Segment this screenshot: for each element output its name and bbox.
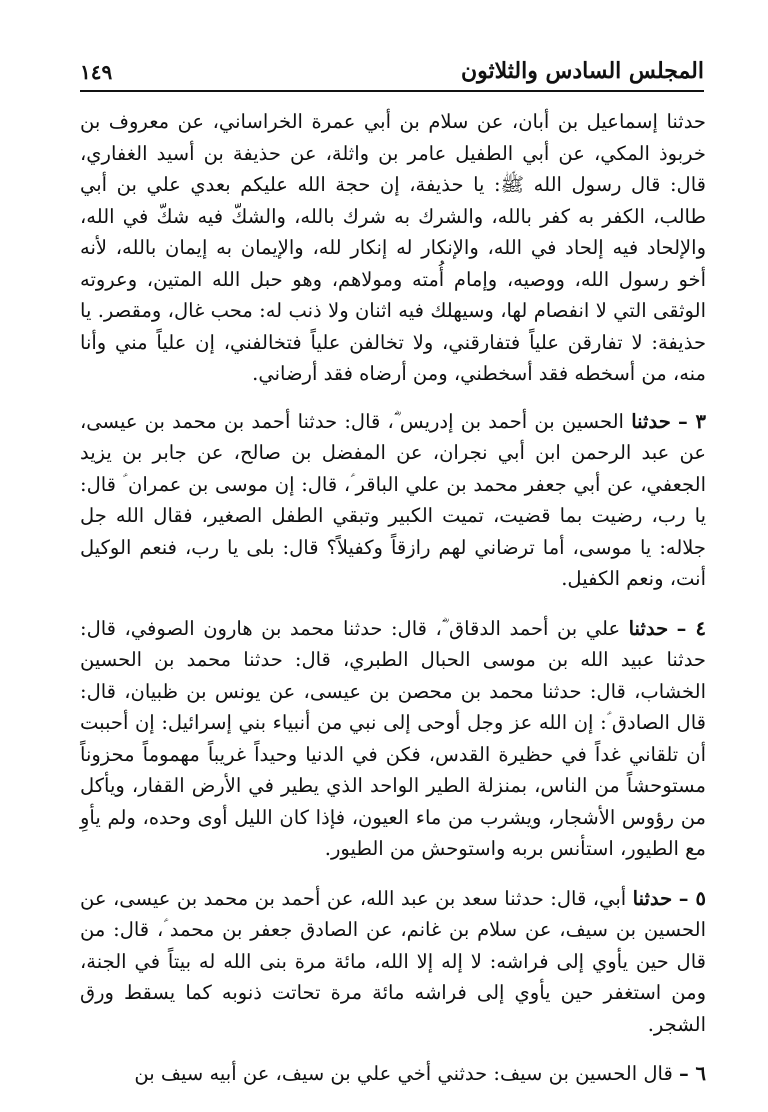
hadith-lead: حدثنا (631, 409, 671, 433)
paragraph-text: أبي، قال: حدثنا سعد بن عبد الله، عن أحمد بن محمد بن عيسى، عن الحسين بن سيف، عن سلام بن غانم، عن الصادق جعفر بن محمد ؑ، قال: من قال حين يأوي إلى فراشه: لا إله إلا الله، مائة مرة بنى الله له بيتاً في الجنة، ومن استغفر حين يأوي إلى فراشه مائة مرة تحاتت ذنوبه كما يسقط ورق الشجر. (80, 886, 706, 1036)
hadith-4 (80, 613, 706, 865)
hadith-5 (80, 883, 706, 1041)
paragraph-text: الحسين بن أحمد بن إدريس ؓ، قال: حدثنا أحمد بن محمد بن عيسى، عن عبد الرحمن ابن أبي نجران، عن المفضل بن صالح، عن جابر بن يزيد الجعفي، عن أبي جعفر محمد بن علي الباقر ؑ، قال: إن موسى بن عمران ؑ قال: يا رب، رضيت بما قضيت، تميت الكبير وتبقي الطفل الصغير، فقال الله جل جلاله: يا موسى، أما ترضاني لهم رازقاً وكفيلاً؟ قال: بلى يا رب، فنعم الوكيل أنت، ونعم الكفيل. (80, 409, 706, 590)
hadith-3 (80, 406, 706, 595)
page-body (80, 106, 706, 1108)
hadith-lead: حدثنا (632, 886, 673, 910)
hadith-6 (80, 1058, 706, 1090)
paragraph-text: علي بن أحمد الدقاق ؓ، قال: حدثنا محمد بن هارون الصوفي، قال: حدثنا عبيد الله بن موسى الحبال الطبري، قال: حدثنا محمد بن الحسين الخشاب، قال: حدثنا محمد بن محصن بن عيسى، عن يونس بن ظبيان، قال: قال الصادق ؑ: إن الله عز وجل أوحى إلى نبي من أنبياء بني إسرائيل: إن أحببت أن تلقاني غداً في حظيرة القدس، فكن في الدنيا وحيداً غريباً مهموماً محزوناً مستوحشاً من الناس، بمنزلة الطير الواحد الذي يطير في الأرض القفار، ويأكل من رؤوس الأشجار، ويشرب من ماء العيون، فإذا كان الليل أوى وحده، ولم يأوِ مع الطيور، استأنس بربه واستوحش من الطيور. (80, 616, 706, 860)
hadith-number: ٦ – (678, 1062, 706, 1085)
paragraph-text: قال الحسين بن سيف: حدثني أخي علي بن سيف، عن أبيه سيف بن (134, 1062, 673, 1085)
hadith-number: ٤ – (676, 616, 707, 640)
hadith-lead: حدثنا (628, 616, 669, 640)
paragraph-text: حدثنا إسماعيل بن أبان، عن سلام بن أبي عمرة الخراساني، عن معروف بن خربوذ المكي، عن أبي الطفيل عامر بن واثلة، عن حذيفة بن أسيد الغفاري، قال: قال رسول الله ﷺ: يا حذيفة، إن حجة الله عليكم بعدي علي بن أبي طالب، الكفر به كفر بالله، والشرك به شرك بالله، والشكّ فيه شكّ في الله، والإلحاد فيه إلحاد في الله، والإنكار له إنكار لله، والإيمان به إيمان بالله، لأنه أخو رسول الله، ووصيه، وإمام أُمته ومولاهم، وهو حبل الله المتين، وعروته الوثقى التي لا انفصام لها، وسيهلك فيه اثنان ولا ذنب له: محب غال، ومقصر. يا حذيفة: لا تفارقن علياً فتفارقني، ولا تخالفن علياً فتخالفني، إن علياً مني وأنا منه، من أسخطه فقد أسخطني، ومن أرضاه فقد أرضاني. (80, 110, 706, 385)
hadith-number: ٥ – (678, 886, 707, 910)
chapter-title: المجلس السادس والثلاثون (460, 58, 704, 84)
page-number: ١٤٩ (80, 60, 113, 84)
paragraph-2-continuation (80, 106, 706, 390)
page-header (80, 52, 704, 92)
hadith-number: ٣ – (677, 409, 707, 433)
